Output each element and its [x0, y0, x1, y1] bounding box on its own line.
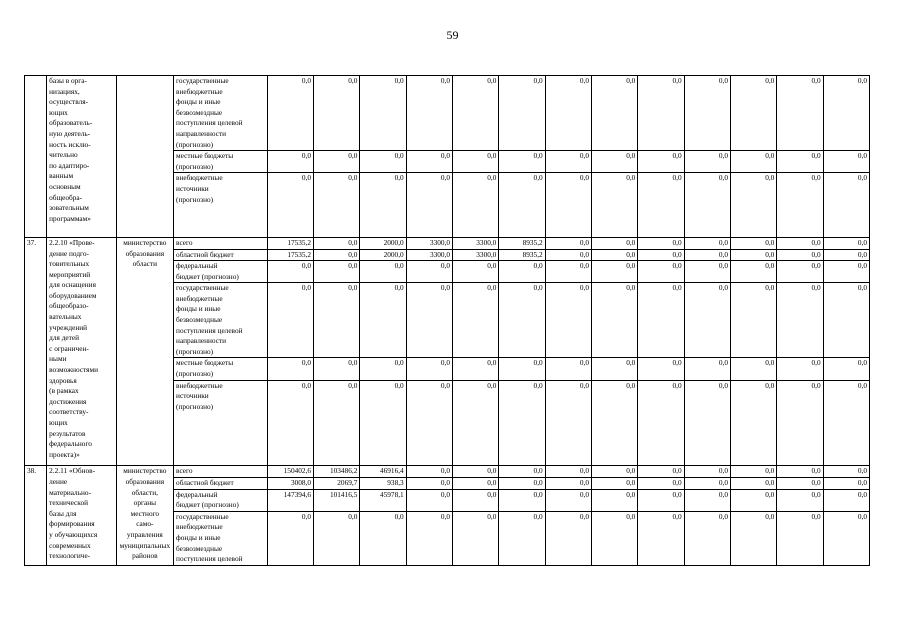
- blank-line: [176, 455, 265, 466]
- amount-cell: 0,0: [592, 489, 638, 511]
- measure-name-line: 2.2.10 «Прове-: [49, 237, 95, 247]
- amount-cell: 0,0: [777, 249, 823, 261]
- amount-cell: 0,0: [314, 358, 360, 380]
- amount-cell: 0,0: [592, 261, 638, 283]
- funding-source-line: внебюджетные: [176, 173, 223, 183]
- amount-cell: 3300,0: [406, 249, 452, 261]
- row-number-cell: [25, 76, 47, 238]
- funding-source-cell: [174, 173, 268, 238]
- amount-cell: 0,0: [777, 466, 823, 478]
- funding-source-line: фонды и иные: [176, 97, 221, 107]
- amount-cell: 0,0: [823, 511, 869, 565]
- amount-cell: 0,0: [777, 76, 823, 151]
- amount-cell: 0,0: [777, 511, 823, 565]
- amount-cell: 0,0: [592, 380, 638, 466]
- funding-source-cell: [174, 477, 268, 489]
- amount-cell: 8935,2: [499, 237, 545, 249]
- funding-source-cell: [174, 237, 268, 249]
- amount-cell: 0,0: [777, 237, 823, 249]
- amount-cell: 0,0: [499, 489, 545, 511]
- amount-cell: 0,0: [777, 151, 823, 173]
- amount-cell: 0,0: [684, 151, 730, 173]
- amount-cell: 0,0: [730, 173, 776, 238]
- amount-cell: 3300,0: [453, 237, 499, 249]
- amount-cell: 0,0: [777, 489, 823, 511]
- amount-cell: 0,0: [730, 358, 776, 380]
- amount-cell: 0,0: [267, 358, 313, 380]
- amount-cell: 0,0: [545, 511, 591, 565]
- amount-cell: 0,0: [684, 261, 730, 283]
- funding-source-line: местные бюджеты: [176, 151, 234, 161]
- amount-cell: 0,0: [360, 358, 406, 380]
- amount-cell: 0,0: [453, 151, 499, 173]
- amount-cell: 0,0: [823, 380, 869, 466]
- amount-cell: 0,0: [545, 380, 591, 466]
- amount-cell: 0,0: [545, 358, 591, 380]
- amount-cell: 0,0: [360, 173, 406, 238]
- amount-cell: 0,0: [638, 237, 684, 249]
- amount-cell: 0,0: [730, 237, 776, 249]
- measure-name-line: достижения: [49, 396, 87, 406]
- measure-name-line: чительно: [49, 150, 78, 160]
- amount-cell: 0,0: [267, 511, 313, 565]
- amount-cell: 0,0: [684, 249, 730, 261]
- funding-source-line: фонды и иные: [176, 532, 221, 542]
- amount-cell: 0,0: [777, 380, 823, 466]
- measure-name-line: проекта)»: [49, 449, 80, 459]
- amount-cell: 0,0: [267, 261, 313, 283]
- funding-source-line: государственные: [176, 511, 229, 521]
- measure-name-line: ющих: [49, 418, 68, 427]
- funding-source-line: всего: [176, 237, 193, 247]
- amount-cell: 0,0: [592, 466, 638, 478]
- executor-line: районов: [132, 551, 158, 561]
- amount-cell: 0,0: [730, 477, 776, 489]
- funding-source-line: внебюджетные: [176, 293, 223, 303]
- amount-cell: 0,0: [314, 511, 360, 565]
- amount-cell: 0,0: [499, 358, 545, 380]
- measure-name-line: оборудованием: [49, 290, 97, 300]
- amount-cell: 0,0: [453, 489, 499, 511]
- amount-cell: 0,0: [638, 489, 684, 511]
- measure-name-line: ность исклю-: [49, 139, 91, 149]
- amount-cell: 0,0: [545, 261, 591, 283]
- funding-source-line: федеральный: [176, 489, 218, 499]
- measure-name-cell: [47, 466, 116, 565]
- amount-cell: 0,0: [730, 489, 776, 511]
- funding-source-line: государственные: [176, 76, 229, 85]
- measure-name-line: зовательным: [49, 203, 89, 213]
- amount-cell: 0,0: [360, 283, 406, 358]
- amount-cell: 0,0: [545, 237, 591, 249]
- amount-cell: 3300,0: [406, 237, 452, 249]
- amount-cell: 0,0: [777, 261, 823, 283]
- amount-cell: 0,0: [499, 511, 545, 565]
- measure-name-line: современных: [49, 540, 91, 550]
- measure-name-line: ление: [49, 476, 68, 486]
- amount-cell: 0,0: [406, 511, 452, 565]
- amount-cell: 0,0: [267, 151, 313, 173]
- amount-cell: 0,0: [406, 261, 452, 283]
- measure-name-line: для детей: [49, 333, 79, 343]
- amount-cell: 0,0: [823, 173, 869, 238]
- amount-cell: 0,0: [453, 173, 499, 238]
- amount-cell: 0,0: [545, 249, 591, 261]
- amount-cell: 0,0: [638, 466, 684, 478]
- amount-cell: 0,0: [823, 466, 869, 478]
- funding-source-line: (прогнозно): [176, 401, 214, 411]
- executor-line: министерство: [123, 237, 167, 247]
- blank-line: [176, 412, 265, 423]
- amount-cell: 0,0: [267, 380, 313, 466]
- amount-cell: 0,0: [267, 283, 313, 358]
- amount-cell: 0,0: [638, 358, 684, 380]
- table-row: [25, 76, 870, 151]
- amount-cell: 0,0: [314, 173, 360, 238]
- amount-cell: 0,0: [314, 76, 360, 151]
- amount-cell: 0,0: [267, 76, 313, 151]
- measure-name-cell: [47, 237, 116, 465]
- amount-cell: 0,0: [592, 477, 638, 489]
- amount-cell: 0,0: [592, 151, 638, 173]
- measure-name-line: (в рамках: [49, 386, 79, 396]
- amount-cell: 0,0: [592, 283, 638, 358]
- blank-line: [176, 205, 265, 216]
- measure-name-line: ными: [49, 354, 67, 364]
- amount-cell: 8935,2: [499, 249, 545, 261]
- measure-name-line: для оснащения: [49, 280, 96, 290]
- amount-cell: 0,0: [823, 358, 869, 380]
- executor-line: органы: [133, 498, 157, 508]
- amount-cell: 0,0: [592, 173, 638, 238]
- amount-cell: 0,0: [638, 477, 684, 489]
- funding-source-line: внебюджетные: [176, 380, 223, 390]
- amount-cell: 0,0: [823, 489, 869, 511]
- amount-cell: 0,0: [360, 151, 406, 173]
- amount-cell: 0,0: [499, 261, 545, 283]
- row-number-cell: [25, 466, 47, 565]
- measure-name-line: материально-: [49, 487, 92, 497]
- blank-line: [176, 226, 265, 237]
- amount-cell: 0,0: [545, 76, 591, 151]
- amount-cell: 0,0: [823, 477, 869, 489]
- blank-line: [176, 423, 265, 434]
- amount-cell: 0,0: [730, 283, 776, 358]
- amount-cell: 0,0: [314, 151, 360, 173]
- amount-cell: 2000,0: [360, 237, 406, 249]
- amount-cell: 45978,1: [360, 489, 406, 511]
- funding-source-line: источники: [176, 391, 209, 401]
- measure-name-line: базы в орга-: [49, 76, 87, 85]
- measure-name-line: ющих: [49, 107, 68, 117]
- executor-line: образования: [125, 476, 165, 486]
- funding-source-cell: [174, 249, 268, 261]
- funding-source-cell: [174, 76, 268, 151]
- measure-name-line: товительных: [49, 259, 90, 269]
- measure-name-line: ванным: [49, 171, 74, 181]
- funding-source-line: всего: [176, 466, 193, 476]
- amount-cell: 0,0: [499, 380, 545, 466]
- amount-cell: 0,0: [545, 489, 591, 511]
- executor-line: министерство: [123, 466, 167, 476]
- amount-cell: 0,0: [453, 261, 499, 283]
- blank-line: [176, 434, 265, 445]
- amount-cell: 0,0: [684, 358, 730, 380]
- funding-source-line: областной бюджет: [176, 477, 234, 487]
- amount-cell: 0,0: [823, 249, 869, 261]
- table-row: [25, 466, 870, 478]
- funding-source-line: местные бюджеты: [176, 358, 234, 368]
- executor-line: муниципальных: [119, 540, 171, 550]
- amount-cell: 0,0: [730, 261, 776, 283]
- funding-source-line: безвозмездные: [176, 543, 223, 553]
- program-financing-table: [24, 75, 870, 566]
- amount-cell: 0,0: [638, 76, 684, 151]
- measure-name-line: по адаптиро-: [49, 160, 90, 170]
- amount-cell: 0,0: [684, 380, 730, 466]
- amount-cell: 0,0: [406, 380, 452, 466]
- page-number: 59: [446, 28, 459, 42]
- funding-source-line: поступления целевой: [176, 325, 243, 335]
- amount-cell: 0,0: [545, 466, 591, 478]
- measure-name-line: осуществля-: [49, 97, 89, 107]
- amount-cell: 0,0: [730, 151, 776, 173]
- amount-cell: 0,0: [406, 76, 452, 151]
- amount-cell: 0,0: [314, 249, 360, 261]
- amount-cell: 46916,4: [360, 466, 406, 478]
- amount-cell: 0,0: [499, 151, 545, 173]
- amount-cell: 0,0: [592, 511, 638, 565]
- amount-cell: 0,0: [499, 477, 545, 489]
- funding-source-line: федеральный: [176, 261, 218, 271]
- amount-cell: 0,0: [684, 489, 730, 511]
- amount-cell: 0,0: [730, 511, 776, 565]
- funding-source-cell: [174, 151, 268, 173]
- amount-cell: 0,0: [730, 76, 776, 151]
- amount-cell: 147394,6: [267, 489, 313, 511]
- executor-line: области: [132, 259, 158, 269]
- amount-cell: 0,0: [684, 173, 730, 238]
- measure-name-cell: [47, 76, 116, 238]
- amount-cell: 0,0: [499, 76, 545, 151]
- amount-cell: 0,0: [267, 173, 313, 238]
- funding-source-line: безвозмездные: [176, 107, 223, 117]
- amount-cell: 0,0: [499, 283, 545, 358]
- amount-cell: 17535,2: [267, 249, 313, 261]
- funding-source-line: безвозмездные: [176, 315, 223, 325]
- amount-cell: 0,0: [545, 151, 591, 173]
- funding-source-line: областной бюджет: [176, 249, 234, 259]
- executor-line: само-: [136, 519, 154, 529]
- funding-source-cell: [174, 358, 268, 380]
- amount-cell: 0,0: [360, 261, 406, 283]
- amount-cell: 0,0: [453, 511, 499, 565]
- funding-source-line: поступления целевой: [176, 118, 243, 128]
- amount-cell: 0,0: [545, 173, 591, 238]
- amount-cell: 0,0: [453, 477, 499, 489]
- blank-line: [176, 444, 265, 455]
- amount-cell: 0,0: [823, 283, 869, 358]
- measure-name-line: мероприятий: [49, 269, 91, 279]
- funding-source-line: направленности: [176, 128, 227, 138]
- amount-cell: 0,0: [406, 466, 452, 478]
- amount-cell: 0,0: [684, 283, 730, 358]
- amount-cell: 0,0: [453, 76, 499, 151]
- measure-name-line: базы для: [49, 508, 77, 518]
- measure-name-line: технической: [49, 498, 89, 508]
- table-row: [25, 237, 870, 249]
- amount-cell: 0,0: [592, 358, 638, 380]
- executor-cell: [116, 237, 173, 465]
- amount-cell: 0,0: [314, 261, 360, 283]
- measure-name-line: общеобразо-: [49, 301, 89, 311]
- amount-cell: 0,0: [360, 76, 406, 151]
- funding-source-cell: [174, 466, 268, 478]
- amount-cell: 0,0: [592, 76, 638, 151]
- amount-cell: 17535,2: [267, 237, 313, 249]
- executor-line: управления: [126, 529, 163, 539]
- amount-cell: 0,0: [360, 511, 406, 565]
- amount-cell: 0,0: [730, 466, 776, 478]
- funding-source-line: внебюджетные: [176, 86, 223, 96]
- measure-name-line: формирования: [49, 519, 95, 529]
- amount-cell: 101416,5: [314, 489, 360, 511]
- amount-cell: 0,0: [638, 151, 684, 173]
- funding-source-line: источники: [176, 183, 209, 193]
- measure-name-line: здоровья: [49, 375, 77, 385]
- amount-cell: 0,0: [777, 477, 823, 489]
- funding-source-line: государственные: [176, 283, 229, 293]
- measure-name-line: низациях,: [49, 86, 80, 96]
- amount-cell: 0,0: [823, 151, 869, 173]
- amount-cell: 0,0: [638, 380, 684, 466]
- measure-name-line: основным: [49, 181, 81, 191]
- funding-source-line: (прогнозно): [176, 194, 214, 204]
- blank-line: [176, 216, 265, 227]
- funding-source-cell: [174, 511, 268, 565]
- amount-cell: 0,0: [314, 237, 360, 249]
- amount-cell: 0,0: [406, 477, 452, 489]
- measure-name-line: результатов: [49, 428, 86, 438]
- executor-line: местного: [130, 508, 160, 518]
- amount-cell: 0,0: [684, 76, 730, 151]
- amount-cell: 0,0: [453, 466, 499, 478]
- amount-cell: 0,0: [730, 380, 776, 466]
- amount-cell: 0,0: [453, 358, 499, 380]
- measure-name-line: 2.2.11 «Обнов-: [49, 466, 96, 476]
- row-number-cell: [25, 237, 47, 465]
- amount-cell: 0,0: [684, 477, 730, 489]
- funding-source-cell: [174, 283, 268, 358]
- measure-name-line: с ограничен-: [49, 343, 89, 353]
- funding-source-line: бюджет (прогнозно): [176, 271, 239, 281]
- amount-cell: 0,0: [453, 380, 499, 466]
- amount-cell: 150402,6: [267, 466, 313, 478]
- executor-cell: [116, 76, 173, 238]
- amount-cell: 0,0: [314, 283, 360, 358]
- funding-source-line: (прогнозно): [176, 161, 214, 171]
- amount-cell: 0,0: [592, 237, 638, 249]
- amount-cell: 0,0: [638, 283, 684, 358]
- executor-cell: [116, 466, 173, 565]
- amount-cell: 2000,0: [360, 249, 406, 261]
- measure-name-line: вательных: [49, 312, 82, 322]
- amount-cell: 0,0: [684, 511, 730, 565]
- amount-cell: 0,0: [684, 466, 730, 478]
- measure-name-line: соответству-: [49, 407, 89, 417]
- amount-cell: 0,0: [592, 249, 638, 261]
- funding-source-cell: [174, 261, 268, 283]
- amount-cell: 2069,7: [314, 477, 360, 489]
- funding-source-line: (прогнозно): [176, 139, 214, 149]
- amount-cell: 0,0: [777, 358, 823, 380]
- amount-cell: 103486,2: [314, 466, 360, 478]
- amount-cell: 0,0: [545, 477, 591, 489]
- amount-cell: 3300,0: [453, 249, 499, 261]
- amount-cell: 0,0: [684, 237, 730, 249]
- amount-cell: 0,0: [406, 283, 452, 358]
- funding-source-line: бюджет (прогнозно): [176, 500, 239, 510]
- amount-cell: 0,0: [360, 380, 406, 466]
- measure-name-line: образователь-: [49, 118, 93, 128]
- amount-cell: 0,0: [638, 261, 684, 283]
- amount-cell: 3008,0: [267, 477, 313, 489]
- measure-name-line: технологиче-: [49, 551, 91, 561]
- amount-cell: 0,0: [638, 511, 684, 565]
- amount-cell: 0,0: [777, 173, 823, 238]
- funding-source-line: фонды и иные: [176, 304, 221, 314]
- amount-cell: 0,0: [406, 358, 452, 380]
- amount-cell: 0,0: [823, 237, 869, 249]
- amount-cell: 0,0: [406, 173, 452, 238]
- funding-source-cell: [174, 489, 268, 511]
- amount-cell: 0,0: [499, 173, 545, 238]
- measure-name-line: ную деятель-: [49, 128, 91, 138]
- executor-line: образования: [125, 248, 165, 258]
- measure-name-line: программам»: [49, 213, 91, 223]
- amount-cell: 0,0: [638, 249, 684, 261]
- amount-cell: 0,0: [823, 261, 869, 283]
- amount-cell: 0,0: [545, 283, 591, 358]
- amount-cell: 0,0: [406, 489, 452, 511]
- amount-cell: 0,0: [406, 151, 452, 173]
- funding-source-line: направленности: [176, 336, 227, 346]
- amount-cell: 0,0: [638, 173, 684, 238]
- funding-source-line: поступления целевой: [176, 554, 243, 564]
- row-number: 38.: [27, 466, 37, 476]
- amount-cell: 0,0: [777, 283, 823, 358]
- measure-name-line: федерального: [49, 439, 92, 449]
- funding-source-line: внебюджетные: [176, 522, 223, 532]
- funding-source-line: (прогнозно): [176, 369, 214, 379]
- funding-source-cell: [174, 380, 268, 466]
- amount-cell: 0,0: [314, 380, 360, 466]
- executor-line: области,: [131, 487, 158, 497]
- row-number: 37.: [27, 237, 37, 247]
- measure-name-line: у обучающихся: [49, 529, 98, 539]
- amount-cell: 0,0: [823, 76, 869, 151]
- measure-name-line: возможностями: [49, 365, 99, 375]
- measure-name-line: общеобра-: [49, 192, 83, 202]
- amount-cell: 0,0: [730, 249, 776, 261]
- funding-source-line: (прогнозно): [176, 346, 214, 356]
- amount-cell: 0,0: [453, 283, 499, 358]
- amount-cell: 0,0: [499, 466, 545, 478]
- amount-cell: 938,3: [360, 477, 406, 489]
- measure-name-line: дение подго-: [49, 248, 89, 258]
- measure-name-line: учреждений: [49, 322, 88, 332]
